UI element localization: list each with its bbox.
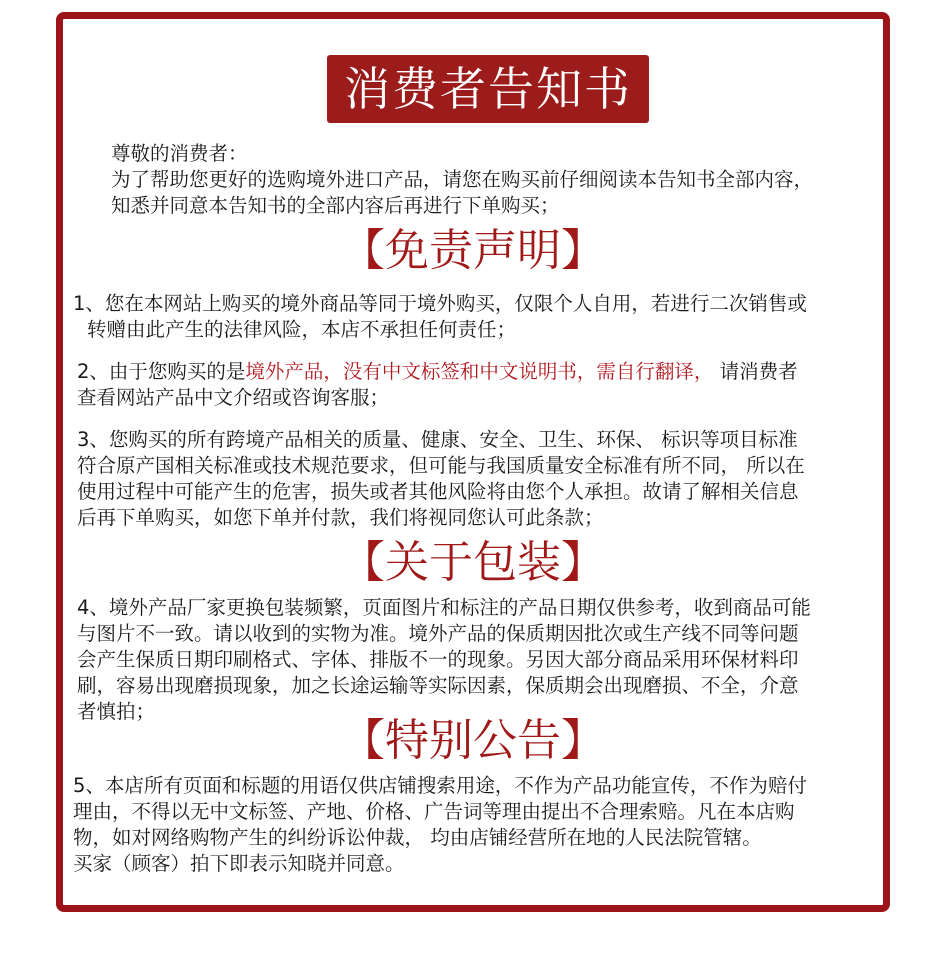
page-title: 消费者告知书	[327, 55, 649, 123]
item-4	[77, 595, 811, 725]
item-4-line: 4、境外产品厂家更换包装频繁，页面图片和标注的产品日期仅供参考，收到商品可能	[77, 596, 811, 619]
item-3-line: 符合原产国相关标准或技术规范要求，但可能与我国质量安全标准有所不同， 所以在	[77, 454, 805, 477]
item-3	[77, 427, 805, 531]
item-2-suffix: 请消费者	[713, 360, 798, 383]
intro-line: 知悉并同意本告知书的全部内容后再进行下单购买；	[111, 194, 560, 217]
intro-greeting: 尊敬的消费者：	[111, 142, 248, 165]
item-2	[77, 359, 798, 411]
item-1	[73, 291, 807, 343]
item-5	[73, 773, 807, 877]
item-4-line: 刷，容易出现磨损现象，加之长途运输等实际因素，保质期会出现磨损、不全，介意	[77, 674, 799, 697]
item-5-line: 5、本店所有页面和标题的用语仅供店铺搜索用途，不作为产品功能宣传，不作为赔付	[73, 774, 807, 797]
item-4-line: 者慎拍；	[77, 700, 156, 723]
item-1-line: 转赠由此产生的法律风险，本店不承担任何责任；	[87, 318, 517, 341]
section-title-packaging: 【关于包装】	[341, 537, 605, 588]
item-5-line: 买家（顾客）拍下即表示知晓并同意。	[73, 852, 405, 875]
item-3-line: 使用过程中可能产生的危害，损失或者其他风险将由您个人承担。故请了解相关信息	[77, 480, 799, 503]
item-2-line	[77, 359, 798, 385]
item-2-highlight: 境外产品，没有中文标签和中文说明书，需自行翻译，	[245, 360, 714, 383]
intro-text	[111, 141, 813, 219]
intro-line: 为了帮助您更好的选购境外进口产品，请您在购买前仔细阅读本告知书全部内容，	[111, 168, 814, 191]
item-2-line: 查看网站产品中文介绍或咨询客服；	[77, 386, 390, 409]
item-5-line: 理由，不得以无中文标签、产地、价格、广告词等理由提出不合理索赔。凡在本店购	[73, 800, 795, 823]
item-2-prefix: 2、由于您购买的是	[77, 360, 246, 383]
notice-frame	[56, 12, 890, 912]
item-3-line: 后再下单购买，如您下单并付款，我们将视同您认可此条款；	[77, 506, 604, 529]
section-title-notice: 【特别公告】	[341, 715, 605, 766]
item-5-line: 物，如对网络购物产生的纠纷诉讼仲裁， 均由店铺经营所在地的人民法院管辖。	[73, 826, 762, 849]
item-4-line: 与图片不一致。请以收到的实物为准。境外产品的保质期因批次或生产线不同等问题	[77, 622, 799, 645]
section-title-disclaimer: 【免责声明】	[341, 225, 605, 276]
item-3-line: 3、您购买的所有跨境产品相关的质量、健康、安全、卫生、环保、 标识等项目标准	[77, 428, 798, 451]
item-4-line: 会产生保质日期印刷格式、字体、排版不一的现象。另因大部分商品采用环保材料印	[77, 648, 799, 671]
item-1-line: 1、您在本网站上购买的境外商品等同于境外购买，仅限个人自用，若进行二次销售或	[73, 292, 807, 315]
